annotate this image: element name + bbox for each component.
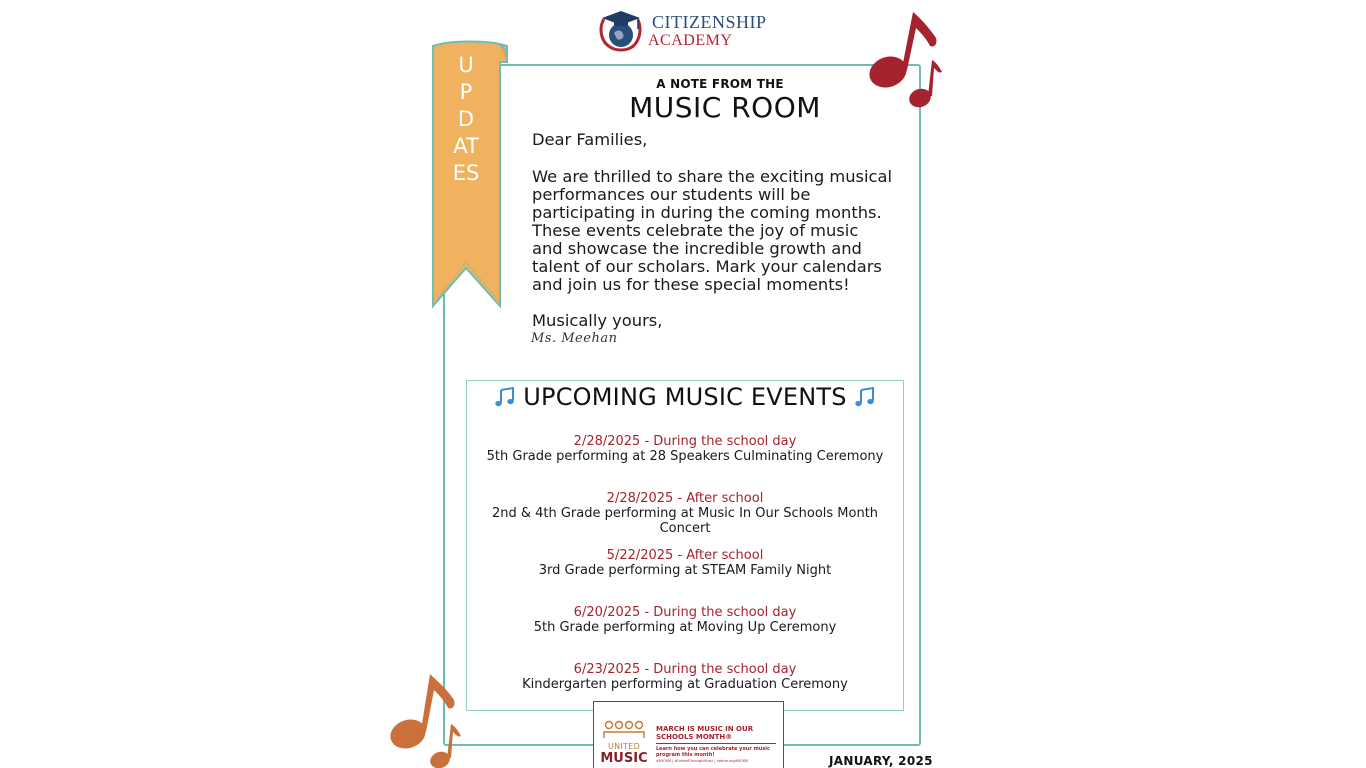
miosm-subtext: Learn how you can celebrate your music program this month! bbox=[656, 746, 770, 758]
event-item bbox=[467, 548, 903, 578]
logo-name-line2: ACADEMY bbox=[648, 32, 733, 49]
events-header bbox=[470, 383, 900, 417]
musical-notes-icon bbox=[492, 384, 518, 410]
miosm-heading: MARCH IS MUSIC IN OUR SCHOOLS MONTH® bbox=[656, 725, 754, 741]
event-date: 6/23/2025 - During the school day bbox=[573, 662, 797, 677]
miosm-utm-line1: UNITED bbox=[607, 742, 641, 751]
letter-greeting: Dear Families, bbox=[532, 130, 648, 149]
events-title: UPCOMING MUSIC EVENTS bbox=[523, 383, 847, 411]
letter-closing: Musically yours, bbox=[532, 311, 663, 330]
miosm-badge bbox=[593, 701, 784, 768]
musical-notes-icon bbox=[852, 384, 878, 410]
event-description: 5th Grade performing at 28 Speakers Culminating Ceremony bbox=[486, 449, 884, 464]
graduation-globe-icon bbox=[596, 5, 650, 53]
event-item bbox=[467, 605, 903, 635]
ribbon-label: UPDATES bbox=[452, 53, 480, 185]
event-date: 2/28/2025 - During the school day bbox=[573, 434, 797, 449]
page-title: MUSIC ROOM bbox=[629, 91, 821, 124]
people-icon bbox=[602, 720, 646, 740]
event-description: Kindergarten performing at Graduation Ceremony bbox=[522, 677, 848, 692]
event-description: 5th Grade performing at Moving Up Ceremony bbox=[533, 620, 837, 635]
music-note-icon bbox=[388, 670, 466, 768]
event-date: 5/22/2025 - After school bbox=[606, 548, 764, 563]
logo-name-line1: CITIZENSHIP bbox=[652, 12, 767, 32]
signature: Ms. Meehan bbox=[531, 331, 618, 346]
event-item bbox=[467, 434, 903, 464]
event-description: 2nd & 4th Grade performing at Music In Our Schools Month Concert bbox=[491, 506, 879, 536]
letter-body: We are thrilled to share the exciting musical performances our students will be participating in during the coming months. These events celebrate the joy of music and showcase the incredible growth and talent of our scholars. Mark your calendars and join us for these special moments! bbox=[532, 167, 892, 294]
note-kicker: A NOTE FROM THE bbox=[656, 77, 784, 91]
event-item bbox=[467, 491, 903, 536]
miosm-hashtags: #MIOSM | #UnitedThroughMusic | nafme.org/MIOSM bbox=[656, 759, 748, 763]
event-date: 2/28/2025 - After school bbox=[606, 491, 764, 506]
citizenship-academy-logo bbox=[596, 5, 776, 53]
event-date: 6/20/2025 - During the school day bbox=[573, 605, 797, 620]
miosm-utm-line2: MUSIC bbox=[600, 751, 648, 766]
issue-date: JANUARY, 2025 bbox=[829, 754, 933, 768]
event-description: 3rd Grade performing at STEAM Family Night bbox=[538, 563, 832, 578]
event-item bbox=[467, 662, 903, 692]
divider bbox=[656, 743, 776, 744]
